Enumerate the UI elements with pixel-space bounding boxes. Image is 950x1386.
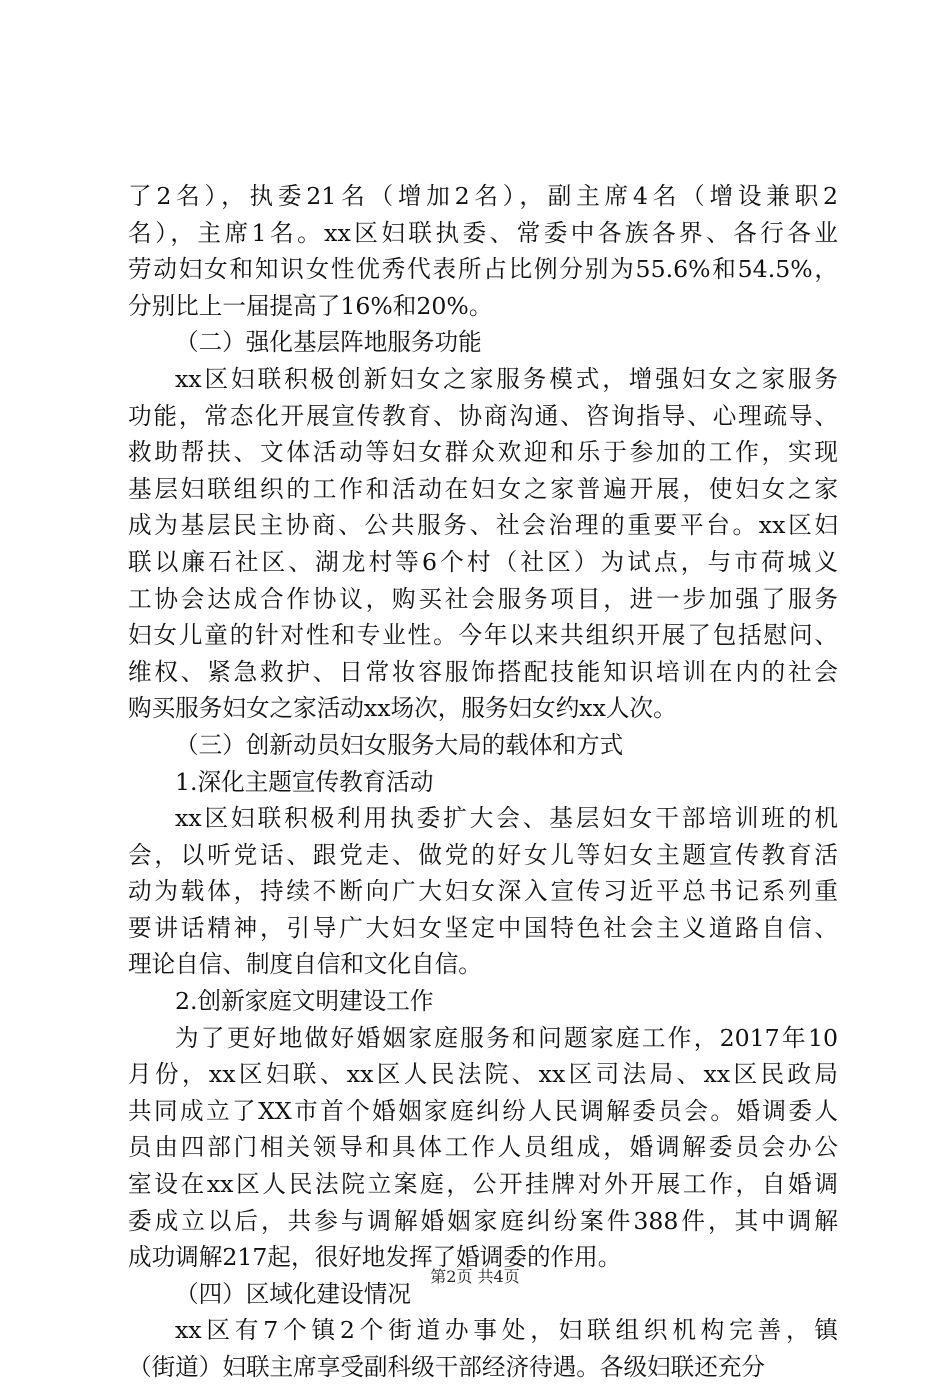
text-line: 室设在xx区人民法院立案庭，公开挂牌对外开展工作，自婚调 [128, 1170, 838, 1199]
text-line: 1.深化主题宣传教育活动 [175, 767, 434, 796]
text-line: 理论自信、制度自信和文化自信。 [128, 950, 482, 979]
text-line: 分别比上一届提高了16%和20%。 [128, 291, 493, 320]
text-line: 工协会达成合作协议，购买社会服务项目，进一步加强了服务 [128, 584, 838, 613]
text-line: 要讲话精神，引导广大妇女坚定中国特色社会主义道路自信、 [128, 913, 838, 942]
text-line: 会，以听党话、跟党走、做党的好女儿等妇女主题宣传教育活 [128, 840, 838, 869]
text-line: 了2名），执委21名（增加2名），副主席4名（增设兼职2 [128, 182, 838, 210]
heading-3 [128, 727, 838, 764]
subheading-3-2 [128, 983, 838, 1020]
paragraph-education [128, 800, 838, 983]
text-line: 基层妇联组织的工作和活动在妇女之家普遍开展，使妇女之家 [128, 474, 838, 503]
text-line: 名），主席1名。xx区妇联执委、常委中各族各界、各行各业 [128, 218, 838, 247]
text-line: 共同成立了XX市首个婚姻家庭纠纷人民调解委员会。婚调委人 [128, 1096, 838, 1125]
text-line: （二）强化基层阵地服务功能 [175, 328, 482, 357]
text-line: 委成立以后，共参与调解婚姻家庭纠纷案件388件，其中调解 [128, 1206, 838, 1235]
text-line: （三）创新动员妇女服务大局的载体和方式 [175, 730, 624, 759]
text-line: 成功调解217起，很好地发挥了婚调委的作用。 [128, 1243, 622, 1272]
text-line: 员由四部门相关领导和具体工作人员组成，婚调解委员会办公 [128, 1133, 838, 1162]
text-line: 妇女儿童的针对性和专业性。今年以来共组织开展了包括慰问、 [128, 621, 838, 650]
paragraph-regional [128, 1312, 838, 1385]
subheading-3-1 [128, 764, 838, 801]
text-line: 为了更好地做好婚姻家庭服务和问题家庭工作，2017年10 [175, 1023, 838, 1052]
text-line: 月份，xx区妇联、xx区人民法院、xx区司法局、xx区民政局 [128, 1060, 838, 1089]
text-line: xx区有7个镇2个街道办事处，妇联组织机构完善，镇 [175, 1316, 838, 1345]
page-footer: 第2页 共4页 [430, 1267, 520, 1286]
text-line: （四）区域化建设情况 [175, 1279, 411, 1308]
text-line: 劳动妇女和知识女性优秀代表所占比例分别为55.6%和54.5%， [128, 255, 838, 284]
document-body [128, 178, 838, 1386]
text-line: 动为载体，持续不断向广大妇女深入宣传习近平总书记系列重 [128, 877, 838, 906]
paragraph-election-results [128, 178, 838, 324]
text-line: 购买服务妇女之家活动xx场次，服务妇女约xx人次。 [128, 694, 677, 723]
heading-2 [128, 324, 838, 361]
text-line: xx区妇联积极利用执委扩大会、基层妇女干部培训班的机 [175, 804, 838, 833]
text-line: 维权、紧急救护、日常妆容服饰搭配技能知识培训在内的社会 [128, 657, 838, 686]
text-line: 功能，常态化开展宣传教育、协商沟通、咨询指导、心理疏导、 [128, 401, 838, 430]
text-line: 2.创新家庭文明建设工作 [175, 987, 434, 1016]
text-line: （街道）妇联主席享受副科级干部经济待遇。各级妇联还充分 [128, 1353, 766, 1381]
paragraph-family [128, 1020, 838, 1276]
text-line: xx区妇联积极创新妇女之家服务模式，增强妇女之家服务 [175, 364, 838, 393]
text-line: 联以廉石社区、湖龙村等6个村（社区）为试点，与市荷城义 [128, 547, 838, 576]
text-line: 成为基层民主协商、公共服务、社会治理的重要平台。xx区妇 [128, 511, 838, 540]
text-line: 救助帮扶、文体活动等妇女群众欢迎和乐于参加的工作，实现 [128, 438, 838, 467]
paragraph-women-home [128, 361, 838, 727]
